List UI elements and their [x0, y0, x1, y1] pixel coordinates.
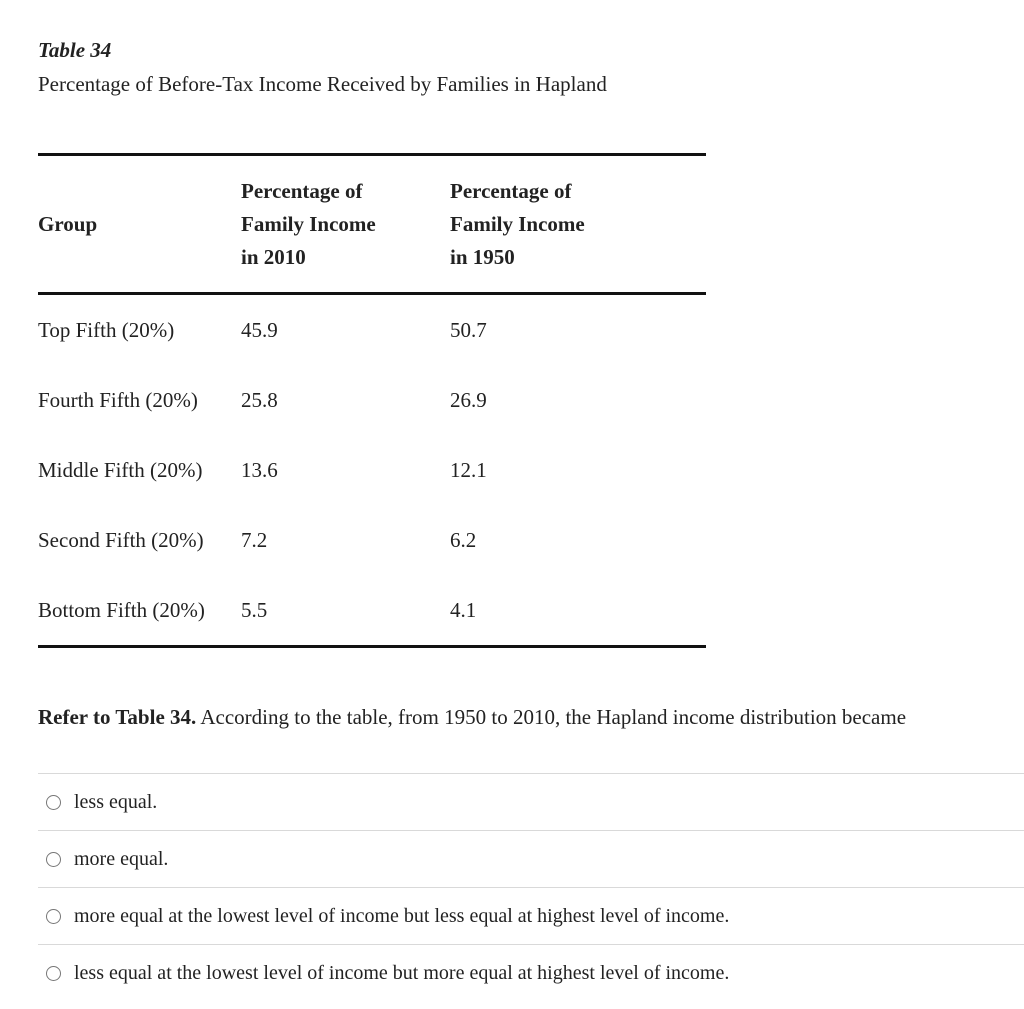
table-row [38, 294, 706, 366]
answer-options [38, 773, 1024, 1001]
cell-group: Bottom Fifth (20%) [38, 598, 205, 622]
header-1950-line-3: in 1950 [450, 244, 515, 269]
cell-2010: 7.2 [241, 528, 268, 552]
cell-group: Middle Fifth (20%) [38, 458, 203, 482]
answer-option[interactable] [38, 830, 1024, 887]
answer-option[interactable] [38, 887, 1024, 944]
table-row [38, 435, 706, 505]
cell-1950: 50.7 [450, 318, 487, 342]
answer-option[interactable] [38, 773, 1024, 830]
cell-2010: 13.6 [241, 458, 278, 482]
answer-option-label: more equal at the lowest level of income but less equal at highest level of income. [74, 904, 730, 927]
question-body: According to the table, from 1950 to 2010, the Hapland income distribution became [196, 705, 907, 729]
cell-2010: 25.8 [241, 388, 278, 412]
question-text [38, 705, 906, 730]
header-1950 [450, 155, 706, 294]
cell-1950: 6.2 [450, 528, 477, 552]
table-caption-title: Percentage of Before-Tax Income Received by Families in Hapland [38, 72, 607, 96]
cell-1950: 26.9 [450, 388, 487, 412]
cell-2010: 45.9 [241, 318, 278, 342]
question-lead: Refer to Table 34. [38, 705, 197, 729]
radio-button-icon[interactable] [46, 795, 61, 810]
table-row [38, 575, 706, 647]
header-2010-line-3: in 2010 [241, 244, 306, 269]
answer-option-label: less equal. [74, 790, 158, 813]
answer-option-label: less equal at the lowest level of income but more equal at highest level of income. [74, 961, 730, 984]
header-2010-line-1: Percentage of [241, 178, 363, 203]
cell-1950: 4.1 [450, 598, 477, 622]
income-table [38, 153, 706, 648]
table-header [38, 155, 706, 294]
answer-option[interactable] [38, 944, 1024, 1001]
table-body [38, 294, 706, 647]
cell-2010: 5.5 [241, 598, 268, 622]
cell-group: Second Fifth (20%) [38, 528, 204, 552]
radio-button-icon[interactable] [46, 966, 61, 981]
cell-1950: 12.1 [450, 458, 487, 482]
cell-group: Fourth Fifth (20%) [38, 388, 198, 412]
table-caption-label: Table 34 [38, 38, 112, 62]
answer-option-label: more equal. [74, 847, 169, 870]
table-header-row [38, 155, 706, 294]
table-row [38, 505, 706, 575]
header-2010 [241, 155, 450, 294]
radio-button-icon[interactable] [46, 852, 61, 867]
table-row [38, 365, 706, 435]
header-2010-line-2: Family Income [241, 211, 376, 236]
header-1950-line-2: Family Income [450, 211, 585, 236]
header-1950-line-1: Percentage of [450, 178, 572, 203]
header-group: Group [38, 211, 98, 236]
radio-button-icon[interactable] [46, 909, 61, 924]
cell-group: Top Fifth (20%) [38, 318, 175, 342]
